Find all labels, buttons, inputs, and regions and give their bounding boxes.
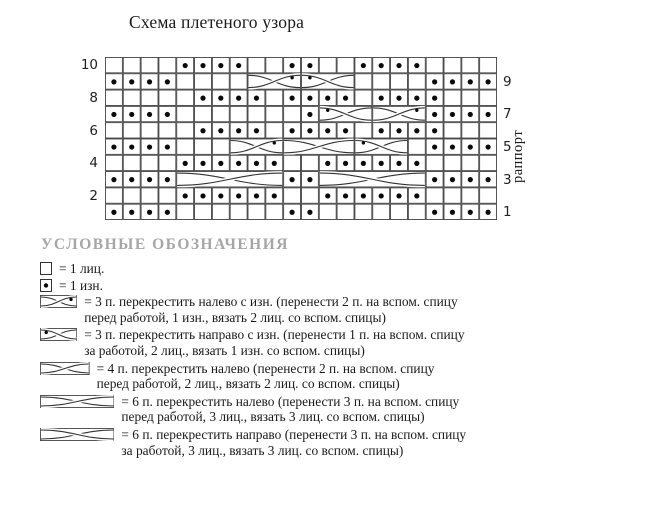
- symbol-t3r-icon: [40, 328, 77, 341]
- legend-header: УСЛОВНЫЕ ОБОЗНАЧЕНИЯ: [41, 236, 289, 253]
- row-number-4: 4: [89, 155, 98, 172]
- legend-item-purl: [40, 278, 655, 294]
- legend-item-t3r: [40, 327, 655, 358]
- knitting-chart-grid: [105, 57, 497, 220]
- row-number-7: 7: [503, 106, 512, 123]
- legend-item-c6r: [40, 427, 655, 458]
- legend-item-text: = 6 п. перекрестить налево (перенести 3 п. на вспом. спицу перед работой, 3 лиц., вязать 3 лиц. со вспом. спицы): [121, 393, 460, 425]
- legend-item-knit: [40, 261, 655, 277]
- legend-items: [40, 261, 655, 460]
- row-number-8: 8: [89, 90, 98, 106]
- legend-item-text: = 3 п. перекрестить налево с изн. (перенести 2 п. на вспом. спицу перед работой, 1 изн., вязать 2 лиц. со вспом. спицы): [84, 294, 458, 325]
- legend-item-c4l: [40, 361, 655, 392]
- legend-item-text: = 1 изн.: [59, 277, 103, 293]
- row-number-2: 2: [89, 187, 98, 204]
- symbol-c6l-icon: [40, 395, 114, 408]
- symbol-knit-icon: [40, 262, 52, 275]
- symbol-purl-icon: [40, 279, 52, 292]
- legend-item-text: = 4 п. перекрестить налево (перенести 2 п. на вспом. спицу перед работой, 2 лиц., вязать 2 лиц. со вспом. спицы): [96, 360, 435, 392]
- row-number-1: 1: [503, 204, 512, 221]
- row-number-3: 3: [503, 171, 512, 188]
- row-number-5: 5: [503, 138, 512, 155]
- legend-item-c6l: [40, 394, 655, 425]
- legend-item-text: = 1 лиц.: [59, 261, 105, 276]
- row-number-10: 10: [80, 57, 98, 74]
- symbol-c6r-icon: [40, 428, 114, 441]
- symbol-t3l-icon: [40, 295, 77, 308]
- row-number-6: 6: [89, 122, 98, 139]
- row-number-9: 9: [503, 73, 512, 90]
- rapport-label: раппорт: [510, 129, 526, 183]
- legend-item-text: = 6 п. перекрестить направо (перенести 3 п. на вспом. спицу за работой, 3 лиц., вязать 3 лиц. со вспом. спицы): [121, 426, 467, 458]
- symbol-c4l-icon: [40, 362, 90, 375]
- legend-item-t3l: [40, 294, 655, 325]
- legend-item-text: = 3 п. перекрестить направо с изн. (перенести 1 п. на вспом. спицу за работой, 2 лиц., вязать 1 изн. со вспом. спицы): [84, 327, 465, 358]
- page-title: Схема плетеного узора: [129, 12, 305, 32]
